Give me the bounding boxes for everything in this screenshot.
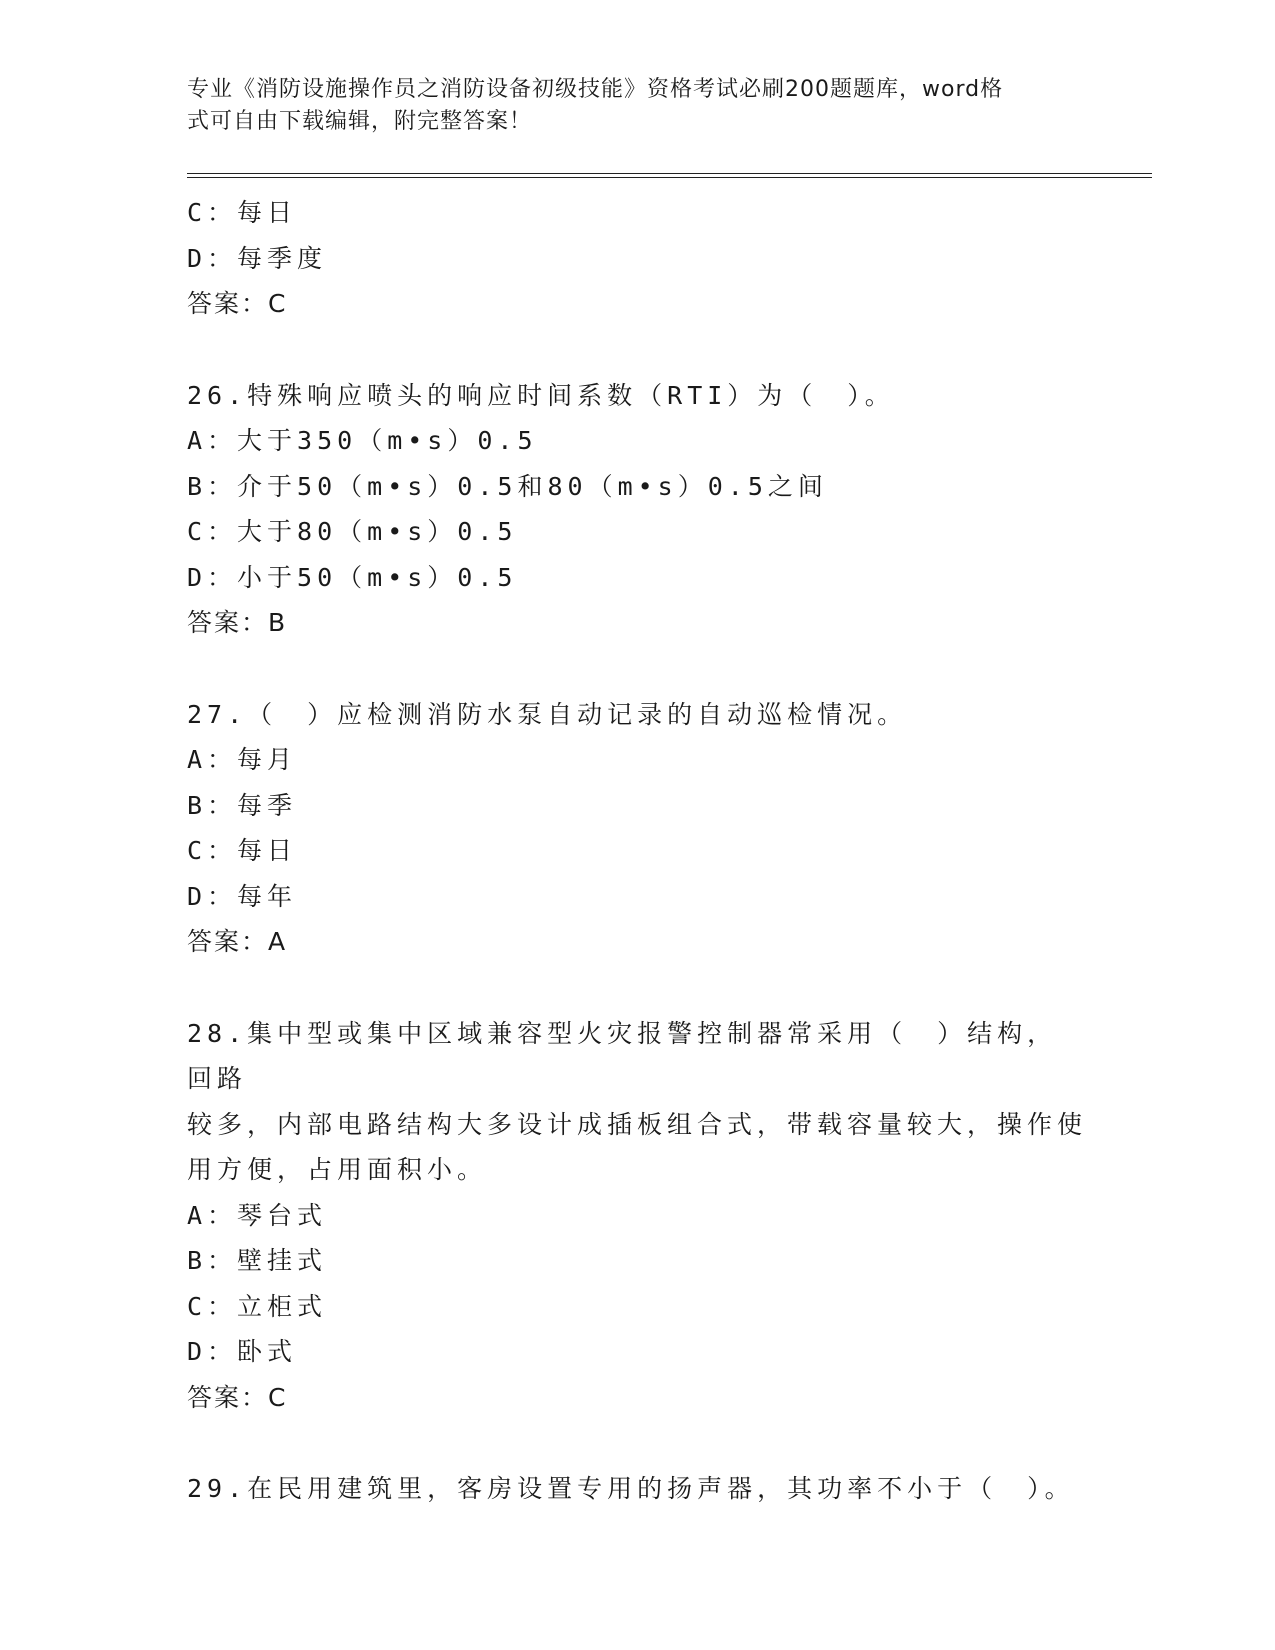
option-b: B：介于50（m•s）0.5和80（m•s）0.5之间: [187, 471, 828, 501]
header-divider-top: [187, 173, 1152, 174]
option-d: D：卧式: [187, 1337, 298, 1366]
answer: 答案：A: [187, 927, 288, 956]
option-b: B：壁挂式: [187, 1246, 328, 1275]
answer: 答案：B: [187, 608, 288, 637]
option-c: C：立柜式: [187, 1291, 328, 1321]
option-d: D：每年: [187, 881, 298, 911]
answer: 答案：C: [187, 289, 288, 318]
answer: 答案：C: [187, 1382, 288, 1412]
option-a: A：琴台式: [187, 1200, 328, 1230]
document-header: [187, 74, 1087, 138]
option-c: C：大于80（m•s）0.5: [187, 517, 518, 546]
header-divider-bottom: [187, 177, 1152, 178]
option-c: C：每日: [187, 198, 298, 227]
option-a: A：每月: [187, 745, 298, 774]
question-28: [187, 1011, 1087, 1421]
question-stem-line-3: 用方便，占用面积小。: [187, 1155, 488, 1184]
question-26: [187, 373, 1087, 646]
question-29: [187, 1466, 1087, 1512]
question-stem: 26.特殊响应喷头的响应时间系数（RTI）为（ ）。: [187, 380, 895, 410]
question-stem: 27.（ ）应检测消防水泵自动记录的自动巡检情况。: [187, 699, 908, 729]
question-stem: 29.在民用建筑里，客房设置专用的扬声器，其功率不小于（ ）。: [187, 1474, 1075, 1503]
option-d: D：小于50（m•s）0.5: [187, 562, 518, 592]
question-stem-line-2: 较多，内部电路结构大多设计成插板组合式，带载容量较大，操作使: [187, 1109, 1088, 1139]
question-stem-line-1: 28.集中型或集中区域兼容型火灾报警控制器常采用（ ）结构，回路: [187, 1018, 1058, 1093]
option-b: B：每季: [187, 790, 298, 820]
option-c: C：每日: [187, 836, 298, 865]
header-line-2: 式可自由下载编辑，附完整答案！: [187, 109, 533, 134]
header-line-1: 专业《消防设施操作员之消防设备初级技能》资格考试必刷200题题库，word格: [187, 77, 1004, 102]
option-d: D：每季度: [187, 243, 328, 273]
question-25-tail: [187, 190, 1087, 327]
question-27: [187, 692, 1087, 965]
question-list: [187, 190, 1087, 1512]
option-a: A：大于350（m•s）0.5: [187, 426, 538, 455]
